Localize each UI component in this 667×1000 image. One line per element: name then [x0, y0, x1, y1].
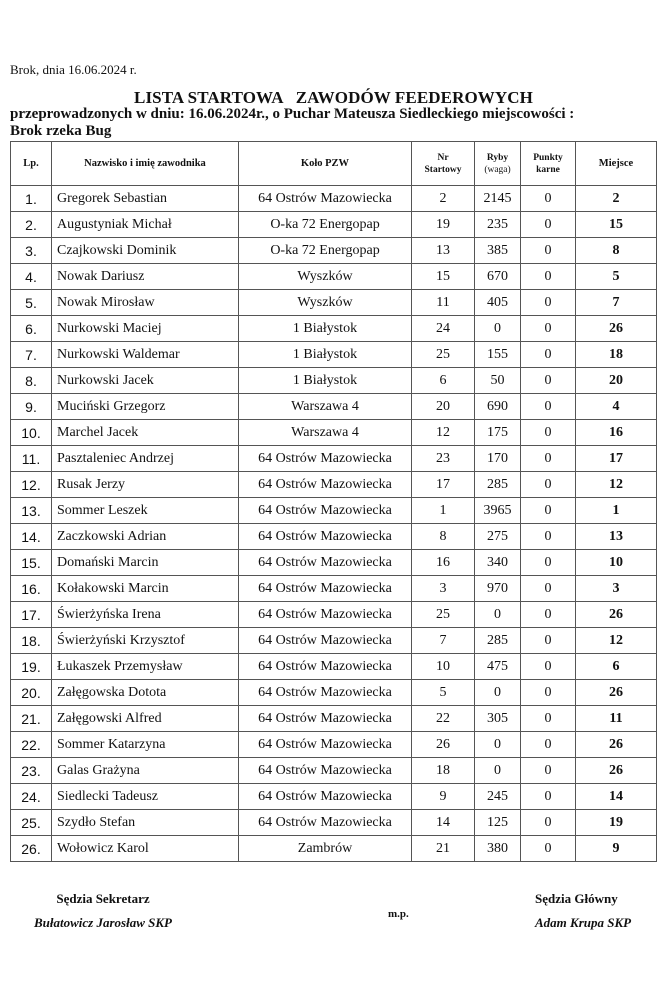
cell-fish-weight: 0 [475, 316, 521, 342]
subtitle-line-2: Brok rzeka Bug [10, 123, 112, 139]
table-row [11, 290, 657, 316]
cell-fish-weight: 0 [475, 680, 521, 706]
cell-fish-weight: 235 [475, 212, 521, 238]
place-date: Brok, dnia 16.06.2024 r. [10, 62, 137, 77]
cell-fish-weight: 0 [475, 732, 521, 758]
table-row [11, 784, 657, 810]
column-header-fish-weight-line2: (waga) [484, 164, 511, 175]
cell-lp: 14. [11, 524, 52, 550]
table-row [11, 238, 657, 264]
cell-club: 64 Ostrów Mazowiecka [239, 628, 412, 654]
cell-club: 64 Ostrów Mazowiecka [239, 446, 412, 472]
cell-place: 12 [576, 472, 657, 498]
cell-start-number: 25 [412, 342, 475, 368]
cell-start-number: 22 [412, 706, 475, 732]
cell-club: 64 Ostrów Mazowiecka [239, 680, 412, 706]
cell-penalty-points: 0 [521, 732, 576, 758]
cell-penalty-points: 0 [521, 784, 576, 810]
cell-name: Augustyniak Michał [52, 212, 239, 238]
cell-fish-weight: 340 [475, 550, 521, 576]
cell-place: 10 [576, 550, 657, 576]
cell-fish-weight: 125 [475, 810, 521, 836]
cell-place: 1 [576, 498, 657, 524]
cell-penalty-points: 0 [521, 238, 576, 264]
cell-fish-weight: 170 [475, 446, 521, 472]
table-row [11, 628, 657, 654]
cell-start-number: 6 [412, 368, 475, 394]
cell-club: 1 Białystok [239, 342, 412, 368]
cell-name: Zaczkowski Adrian [52, 524, 239, 550]
cell-penalty-points: 0 [521, 836, 576, 862]
table-row [11, 758, 657, 784]
cell-penalty-points: 0 [521, 316, 576, 342]
cell-start-number: 25 [412, 602, 475, 628]
cell-fish-weight: 0 [475, 602, 521, 628]
column-header-penalty-points [521, 142, 576, 186]
cell-fish-weight: 475 [475, 654, 521, 680]
column-header-fish-weight-line1: Ryby [486, 152, 509, 163]
column-header-club: Koło PZW [239, 142, 412, 186]
cell-lp: 7. [11, 342, 52, 368]
cell-club: Wyszków [239, 264, 412, 290]
cell-club: 1 Białystok [239, 368, 412, 394]
cell-start-number: 17 [412, 472, 475, 498]
table-row [11, 446, 657, 472]
document-subtitle [10, 106, 574, 140]
cell-penalty-points: 0 [521, 706, 576, 732]
table-row [11, 472, 657, 498]
cell-name: Nowak Dariusz [52, 264, 239, 290]
cell-lp: 25. [11, 810, 52, 836]
cell-name: Muciński Grzegorz [52, 394, 239, 420]
cell-start-number: 5 [412, 680, 475, 706]
table-row [11, 186, 657, 212]
cell-fish-weight: 690 [475, 394, 521, 420]
cell-name: Siedlecki Tadeusz [52, 784, 239, 810]
stamp-placeholder: m.p. [388, 908, 409, 920]
cell-fish-weight: 670 [475, 264, 521, 290]
cell-club: 1 Białystok [239, 316, 412, 342]
cell-name: Łukaszek Przemysław [52, 654, 239, 680]
cell-name: Kołakowski Marcin [52, 576, 239, 602]
cell-lp: 8. [11, 368, 52, 394]
cell-lp: 18. [11, 628, 52, 654]
cell-name: Pasztaleniec Andrzej [52, 446, 239, 472]
cell-start-number: 2 [412, 186, 475, 212]
cell-fish-weight: 3965 [475, 498, 521, 524]
table-row [11, 576, 657, 602]
cell-place: 26 [576, 602, 657, 628]
cell-penalty-points: 0 [521, 264, 576, 290]
cell-name: Czajkowski Dominik [52, 238, 239, 264]
cell-penalty-points: 0 [521, 628, 576, 654]
table-row [11, 836, 657, 862]
column-header-start-number-line1: Nr [437, 152, 449, 163]
cell-name: Nowak Mirosław [52, 290, 239, 316]
cell-start-number: 10 [412, 654, 475, 680]
cell-lp: 1. [11, 186, 52, 212]
cell-place: 14 [576, 784, 657, 810]
cell-name: Gregorek Sebastian [52, 186, 239, 212]
cell-name: Sommer Leszek [52, 498, 239, 524]
cell-lp: 22. [11, 732, 52, 758]
secretary-role: Sędzia Sekretarz [56, 891, 150, 906]
cell-lp: 5. [11, 290, 52, 316]
cell-place: 4 [576, 394, 657, 420]
cell-place: 17 [576, 446, 657, 472]
cell-place: 12 [576, 628, 657, 654]
cell-fish-weight: 305 [475, 706, 521, 732]
cell-club: 64 Ostrów Mazowiecka [239, 602, 412, 628]
cell-club: 64 Ostrów Mazowiecka [239, 810, 412, 836]
cell-penalty-points: 0 [521, 290, 576, 316]
cell-club: 64 Ostrów Mazowiecka [239, 472, 412, 498]
cell-name: Rusak Jerzy [52, 472, 239, 498]
cell-club: 64 Ostrów Mazowiecka [239, 654, 412, 680]
cell-club: 64 Ostrów Mazowiecka [239, 732, 412, 758]
secretary-signature [34, 891, 172, 931]
cell-fish-weight: 50 [475, 368, 521, 394]
cell-penalty-points: 0 [521, 758, 576, 784]
cell-place: 26 [576, 758, 657, 784]
cell-fish-weight: 2145 [475, 186, 521, 212]
column-header-penalty-points-line2: karne [536, 164, 560, 175]
cell-start-number: 13 [412, 238, 475, 264]
cell-fish-weight: 175 [475, 420, 521, 446]
cell-lp: 21. [11, 706, 52, 732]
cell-club: 64 Ostrów Mazowiecka [239, 186, 412, 212]
cell-name: Załęgowski Alfred [52, 706, 239, 732]
column-header-fish-weight [475, 142, 521, 186]
cell-fish-weight: 285 [475, 628, 521, 654]
cell-fish-weight: 275 [475, 524, 521, 550]
chief-judge-name: Adam Krupa SKP [535, 915, 632, 930]
cell-lp: 24. [11, 784, 52, 810]
cell-penalty-points: 0 [521, 524, 576, 550]
cell-place: 18 [576, 342, 657, 368]
cell-place: 26 [576, 680, 657, 706]
cell-start-number: 3 [412, 576, 475, 602]
cell-lp: 9. [11, 394, 52, 420]
cell-club: 64 Ostrów Mazowiecka [239, 524, 412, 550]
table-row [11, 654, 657, 680]
cell-start-number: 11 [412, 290, 475, 316]
cell-penalty-points: 0 [521, 602, 576, 628]
cell-penalty-points: 0 [521, 654, 576, 680]
cell-penalty-points: 0 [521, 550, 576, 576]
cell-penalty-points: 0 [521, 368, 576, 394]
cell-fish-weight: 385 [475, 238, 521, 264]
cell-club: 64 Ostrów Mazowiecka [239, 706, 412, 732]
cell-start-number: 15 [412, 264, 475, 290]
cell-club: O-ka 72 Energopap [239, 212, 412, 238]
cell-name: Galas Grażyna [52, 758, 239, 784]
cell-lp: 4. [11, 264, 52, 290]
cell-name: Świerżyńska Irena [52, 602, 239, 628]
cell-start-number: 19 [412, 212, 475, 238]
table-row [11, 212, 657, 238]
cell-fish-weight: 0 [475, 758, 521, 784]
cell-lp: 11. [11, 446, 52, 472]
cell-place: 3 [576, 576, 657, 602]
column-header-place: Miejsce [576, 142, 657, 186]
cell-place: 26 [576, 316, 657, 342]
cell-place: 11 [576, 706, 657, 732]
cell-club: Warszawa 4 [239, 420, 412, 446]
cell-penalty-points: 0 [521, 680, 576, 706]
cell-lp: 3. [11, 238, 52, 264]
cell-fish-weight: 285 [475, 472, 521, 498]
cell-club: Zambrów [239, 836, 412, 862]
table-row [11, 680, 657, 706]
table-row [11, 394, 657, 420]
table-row [11, 810, 657, 836]
cell-name: Nurkowski Maciej [52, 316, 239, 342]
secretary-name: Bułatowicz Jarosław SKP [34, 915, 172, 930]
cell-name: Wołowicz Karol [52, 836, 239, 862]
table-row [11, 498, 657, 524]
table-row [11, 342, 657, 368]
cell-start-number: 20 [412, 394, 475, 420]
table-row [11, 316, 657, 342]
cell-start-number: 9 [412, 784, 475, 810]
cell-place: 26 [576, 732, 657, 758]
cell-club: 64 Ostrów Mazowiecka [239, 784, 412, 810]
cell-club: O-ka 72 Energopap [239, 238, 412, 264]
cell-start-number: 18 [412, 758, 475, 784]
cell-start-number: 26 [412, 732, 475, 758]
cell-place: 13 [576, 524, 657, 550]
table-row [11, 524, 657, 550]
cell-lp: 15. [11, 550, 52, 576]
cell-place: 16 [576, 420, 657, 446]
cell-place: 9 [576, 836, 657, 862]
cell-start-number: 21 [412, 836, 475, 862]
cell-place: 2 [576, 186, 657, 212]
cell-start-number: 24 [412, 316, 475, 342]
cell-lp: 16. [11, 576, 52, 602]
cell-name: Nurkowski Waldemar [52, 342, 239, 368]
cell-penalty-points: 0 [521, 446, 576, 472]
table-row [11, 602, 657, 628]
cell-club: 64 Ostrów Mazowiecka [239, 550, 412, 576]
column-header-lp: Lp. [11, 142, 52, 186]
cell-fish-weight: 380 [475, 836, 521, 862]
start-list-table [10, 141, 657, 862]
cell-lp: 26. [11, 836, 52, 862]
cell-penalty-points: 0 [521, 498, 576, 524]
cell-club: 64 Ostrów Mazowiecka [239, 758, 412, 784]
cell-lp: 20. [11, 680, 52, 706]
cell-fish-weight: 970 [475, 576, 521, 602]
cell-lp: 12. [11, 472, 52, 498]
table-row [11, 420, 657, 446]
cell-club: Warszawa 4 [239, 394, 412, 420]
table-row [11, 706, 657, 732]
cell-lp: 13. [11, 498, 52, 524]
cell-penalty-points: 0 [521, 472, 576, 498]
column-header-name: Nazwisko i imię zawodnika [52, 142, 239, 186]
document-title: LISTA STARTOWA ZAWODÓW FEEDEROWYCH [134, 88, 533, 107]
cell-place: 15 [576, 212, 657, 238]
table-row [11, 368, 657, 394]
cell-penalty-points: 0 [521, 810, 576, 836]
cell-name: Nurkowski Jacek [52, 368, 239, 394]
cell-start-number: 7 [412, 628, 475, 654]
cell-place: 5 [576, 264, 657, 290]
cell-name: Marchel Jacek [52, 420, 239, 446]
cell-start-number: 14 [412, 810, 475, 836]
table-row [11, 264, 657, 290]
cell-name: Szydło Stefan [52, 810, 239, 836]
cell-name: Sommer Katarzyna [52, 732, 239, 758]
cell-fish-weight: 155 [475, 342, 521, 368]
table-header-row [11, 142, 657, 186]
subtitle-line-1: przeprowadzonych w dniu: 16.06.2024r., o Puchar Mateusza Siedleckiego miejscowości : [10, 106, 575, 122]
cell-name: Świerżyński Krzysztof [52, 628, 239, 654]
cell-start-number: 16 [412, 550, 475, 576]
cell-penalty-points: 0 [521, 186, 576, 212]
cell-penalty-points: 0 [521, 576, 576, 602]
cell-start-number: 8 [412, 524, 475, 550]
cell-fish-weight: 245 [475, 784, 521, 810]
chief-judge-signature [535, 891, 631, 931]
cell-lp: 6. [11, 316, 52, 342]
cell-lp: 23. [11, 758, 52, 784]
cell-place: 6 [576, 654, 657, 680]
cell-start-number: 23 [412, 446, 475, 472]
column-header-start-number-line2: Startowy [424, 164, 462, 175]
cell-name: Domański Marcin [52, 550, 239, 576]
table-row [11, 732, 657, 758]
cell-fish-weight: 405 [475, 290, 521, 316]
cell-place: 8 [576, 238, 657, 264]
cell-place: 20 [576, 368, 657, 394]
cell-club: 64 Ostrów Mazowiecka [239, 498, 412, 524]
cell-penalty-points: 0 [521, 212, 576, 238]
cell-penalty-points: 0 [521, 394, 576, 420]
cell-penalty-points: 0 [521, 420, 576, 446]
chief-judge-role: Sędzia Główny [535, 891, 618, 906]
cell-start-number: 12 [412, 420, 475, 446]
cell-club: Wyszków [239, 290, 412, 316]
cell-place: 7 [576, 290, 657, 316]
cell-start-number: 1 [412, 498, 475, 524]
cell-lp: 19. [11, 654, 52, 680]
cell-club: 64 Ostrów Mazowiecka [239, 576, 412, 602]
column-header-start-number [412, 142, 475, 186]
cell-place: 19 [576, 810, 657, 836]
cell-lp: 2. [11, 212, 52, 238]
cell-lp: 17. [11, 602, 52, 628]
table-row [11, 550, 657, 576]
cell-lp: 10. [11, 420, 52, 446]
cell-name: Załęgowska Dotota [52, 680, 239, 706]
cell-penalty-points: 0 [521, 342, 576, 368]
column-header-penalty-points-line1: Punkty [533, 152, 563, 163]
